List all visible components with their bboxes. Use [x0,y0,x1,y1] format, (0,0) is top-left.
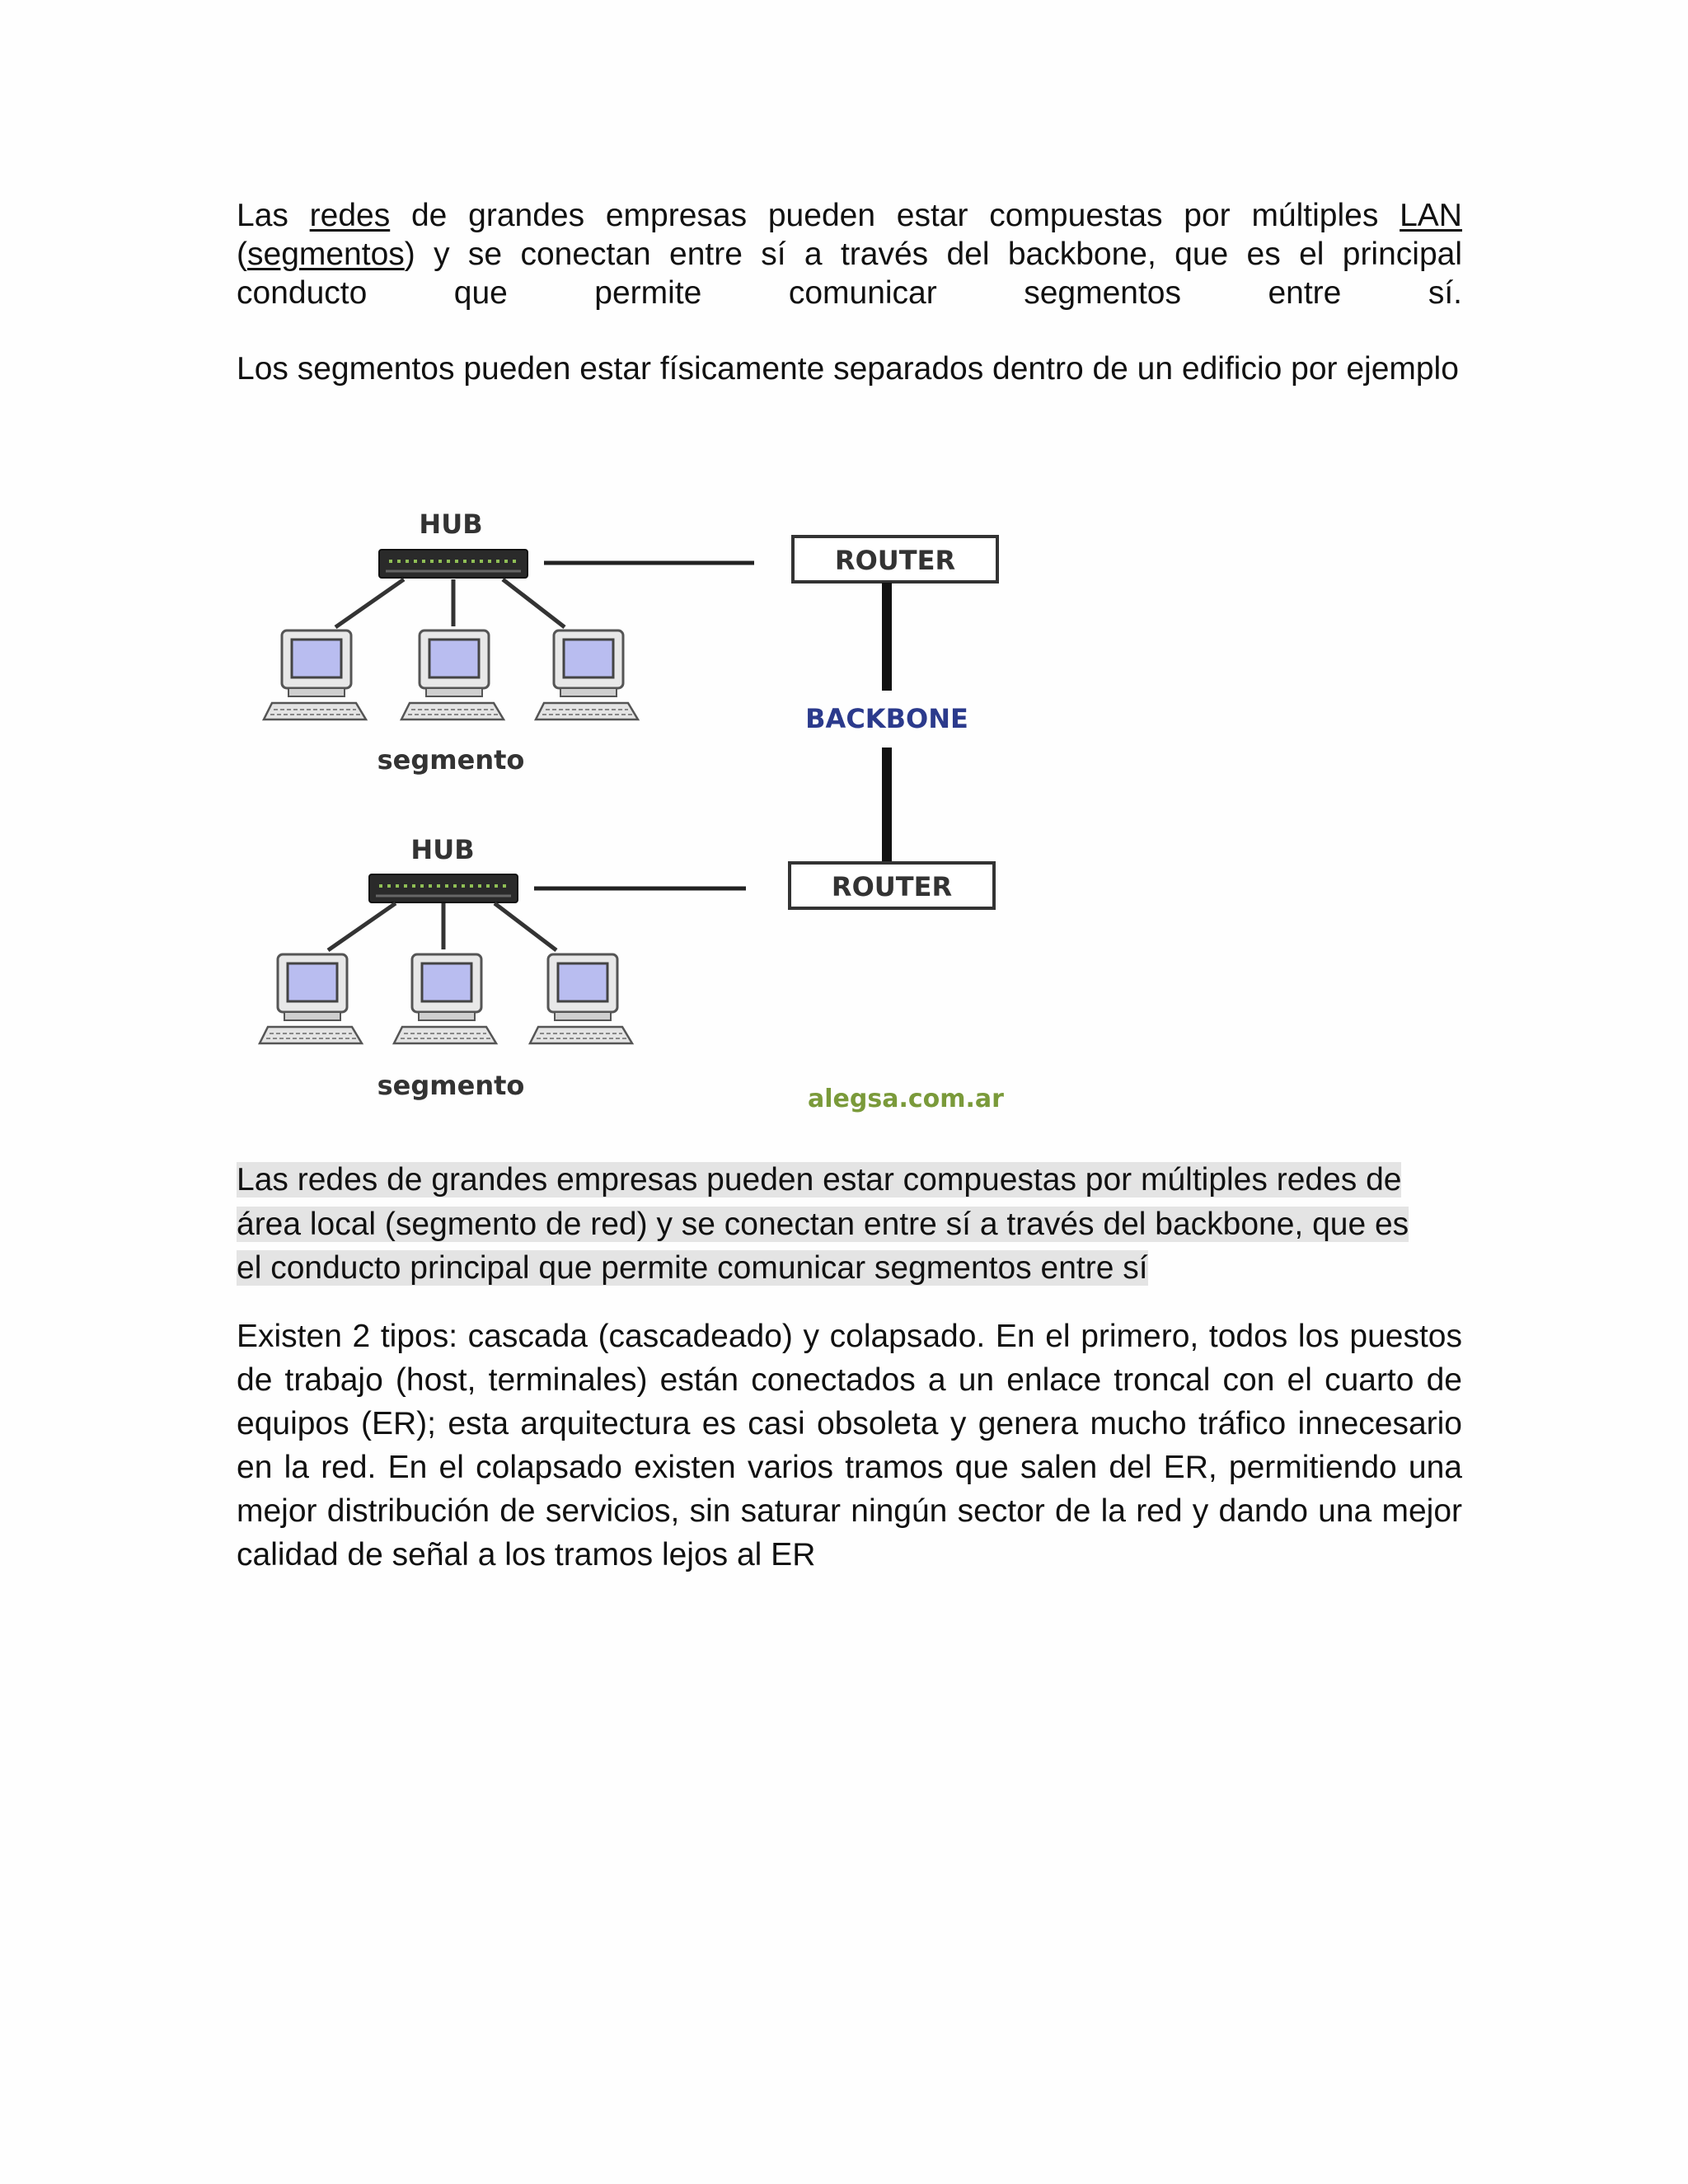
segments-paragraph: Los segmentos pueden estar físicamente separados dentro de un edificio por ejemplo [237,351,1459,387]
router-top-label: ROUTER [834,545,956,576]
diagram-caption [237,1158,1462,1291]
intro-text-2: de grandes empresas pueden estar compuestas por múltiples [390,198,1400,233]
types-paragraph: Existen 2 tipos: cascada (cascadeado) y colapsado. En el primero, todos los puestos de trabajo (host, terminales) están conectados a un enlace troncal con el cuarto de equipos (ER); esta arquitectura es casi obsoleta y genera mucho tráfico innecesario en la red. En el colapsado existen varios tramos que salen del ER, permitiendo una mejor distribución de servicios, sin saturar ningún sector de la red y dando una mejor calidad de señal a los tramos lejos al ER [237,1319,1462,1572]
hub-bottom-label: HUB [410,834,475,865]
pc-top-1 [264,630,366,719]
link-lan[interactable]: LAN [1400,198,1462,233]
network-diagram [256,507,1014,1121]
pc-bottom-2 [394,954,496,1043]
segment-top-label: segmento [377,744,525,776]
hub-bottom-device [369,874,518,902]
pc-top-2 [401,630,504,719]
intro-text-3: ( [237,237,247,272]
link-segmentos[interactable]: segmentos [247,237,405,272]
pc-bottom-3 [530,954,632,1043]
hub-top-label: HUB [419,509,483,540]
link-redes[interactable]: redes [309,198,391,233]
caption-line-2: área local (segmento de red) y se conectan entre sí a través del backbone, que es [237,1206,1409,1242]
intro-text-4: ) y se conectan entre sí a través del backbone, que es el principal conducto que permite comunicar segmentos entre sí. [237,237,1462,311]
segment-bottom-label: segmento [377,1070,525,1101]
backbone-label: BACKBONE [805,703,968,734]
pc-top-3 [536,630,638,719]
pc-bottom-1 [260,954,362,1043]
intro-paragraph [237,196,1462,312]
intro-text-1: Las [237,198,310,233]
hub-top-device [379,550,528,578]
router-bottom-label: ROUTER [831,871,953,902]
watermark-label: alegsa.com.ar [808,1085,1004,1113]
caption-line-1: Las redes de grandes empresas pueden estar compuestas por múltiples redes de [237,1162,1402,1197]
caption-line-3: el conducto principal que permite comunicar segmentos entre sí [237,1250,1148,1286]
